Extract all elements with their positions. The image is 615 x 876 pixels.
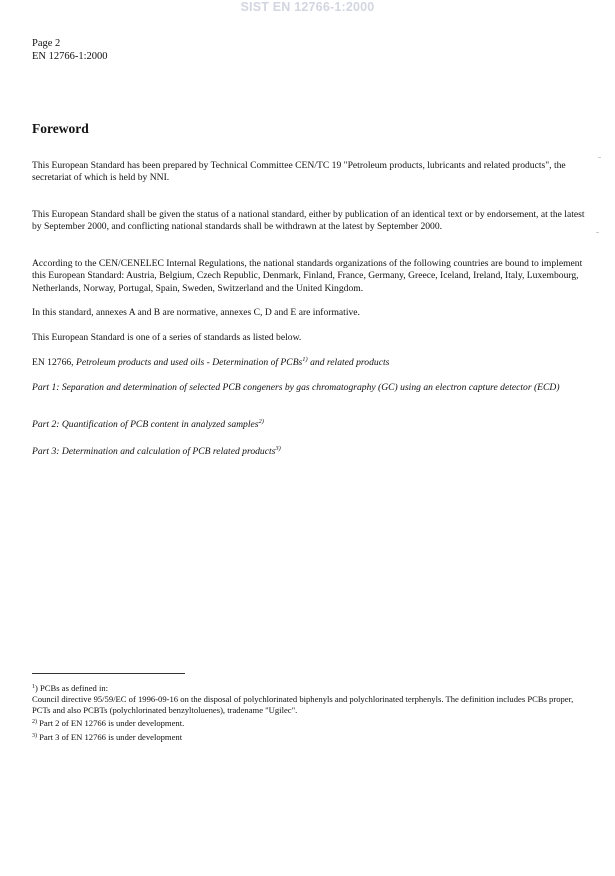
footnote-3-text: Part 3 of EN 12766 is under development — [37, 732, 183, 742]
footnote-2-text: Part 2 of EN 12766 is under development. — [37, 718, 185, 728]
footnote-1-body: Council directive 95/59/EC of 1996-09-16 on the disposal of polychlorinated biphenyls and polychlorinated terphenyls. The definition includes PCBs proper, PCTs and also PCBTs (polychlorinated benzyltoluenes), tradename "Ugilec". — [32, 694, 574, 715]
watermark: SIST EN 12766-1:2000 — [240, 0, 375, 14]
footnote-1-heading — [32, 683, 587, 694]
footnote-separator — [32, 673, 185, 674]
footnote-3-mark: 3) — [32, 733, 37, 739]
footnote-1-line: PCBs as defined in: — [37, 683, 109, 693]
paragraph-status: This European Standard shall be given the status of a national standard, either by publication of an identical text or by endorsement, at the latest by September 2000, and conflicting national standards shall be withdrawn at the latest by September 2000. — [32, 209, 585, 233]
scan-speck — [596, 232, 599, 233]
standard-id: EN 12766-1:2000 — [32, 50, 108, 62]
paragraph-series-intro: This European Standard is one of a series of standards as listed below. — [32, 332, 302, 343]
footnote-3 — [32, 732, 587, 743]
footnote-1 — [32, 683, 587, 716]
page-header — [32, 38, 108, 63]
footnote-2 — [32, 718, 587, 729]
footnote-2-mark: 2) — [32, 719, 37, 725]
paragraph-committee: This European Standard has been prepared by Technical Committee CEN/TC 19 "Petroleum products, lubricants and related products", the secretariat of which is held by NNI. — [32, 160, 566, 184]
paragraph-annexes: In this standard, annexes A and B are normative, annexes C, D and E are informative. — [32, 307, 360, 318]
series-title-tail: and related products — [307, 357, 390, 368]
series-prefix: EN 12766, — [32, 357, 76, 368]
series-part-1: Part 1: Separation and determination of selected PCB congeners by gas chromatography (GC) using an electron capture detector (ECD) — [32, 382, 560, 393]
page-number: Page 2 — [32, 38, 61, 49]
series-part-3-footnote-ref: 3) — [275, 445, 281, 452]
footnote-1-mark: 1 — [32, 684, 35, 690]
scan-speck — [598, 157, 601, 158]
series-part-3 — [32, 446, 587, 458]
series-part-3-text: Part 3: Determination and calculation of PCB related products — [32, 446, 276, 457]
page-title: Foreword — [32, 121, 89, 136]
series-title — [32, 357, 587, 369]
footnote-1-mark-tail: ) — [35, 683, 38, 693]
series-part-2 — [32, 419, 587, 431]
series-part-2-footnote-ref: 2) — [258, 418, 264, 425]
paragraph-countries: According to the CEN/CENELEC Internal Regulations, the national standards organizations of the following countries are bound to implement this European Standard: Austria, Belgium, Czech Republic, Denmark, Finland, France, Germany, Greece, Iceland, Ireland, Italy, Luxembourg, Netherlands, Norway, Portugal, Spain, Sweden, Switzerland and the United Kingdom. — [32, 258, 583, 294]
series-title-footnote-ref: 1) — [302, 356, 308, 363]
series-part-2-text: Part 2: Quantification of PCB content in analyzed samples — [32, 419, 259, 430]
series-title-text: Petroleum products and used oils - Determination of PCBs — [75, 357, 303, 368]
